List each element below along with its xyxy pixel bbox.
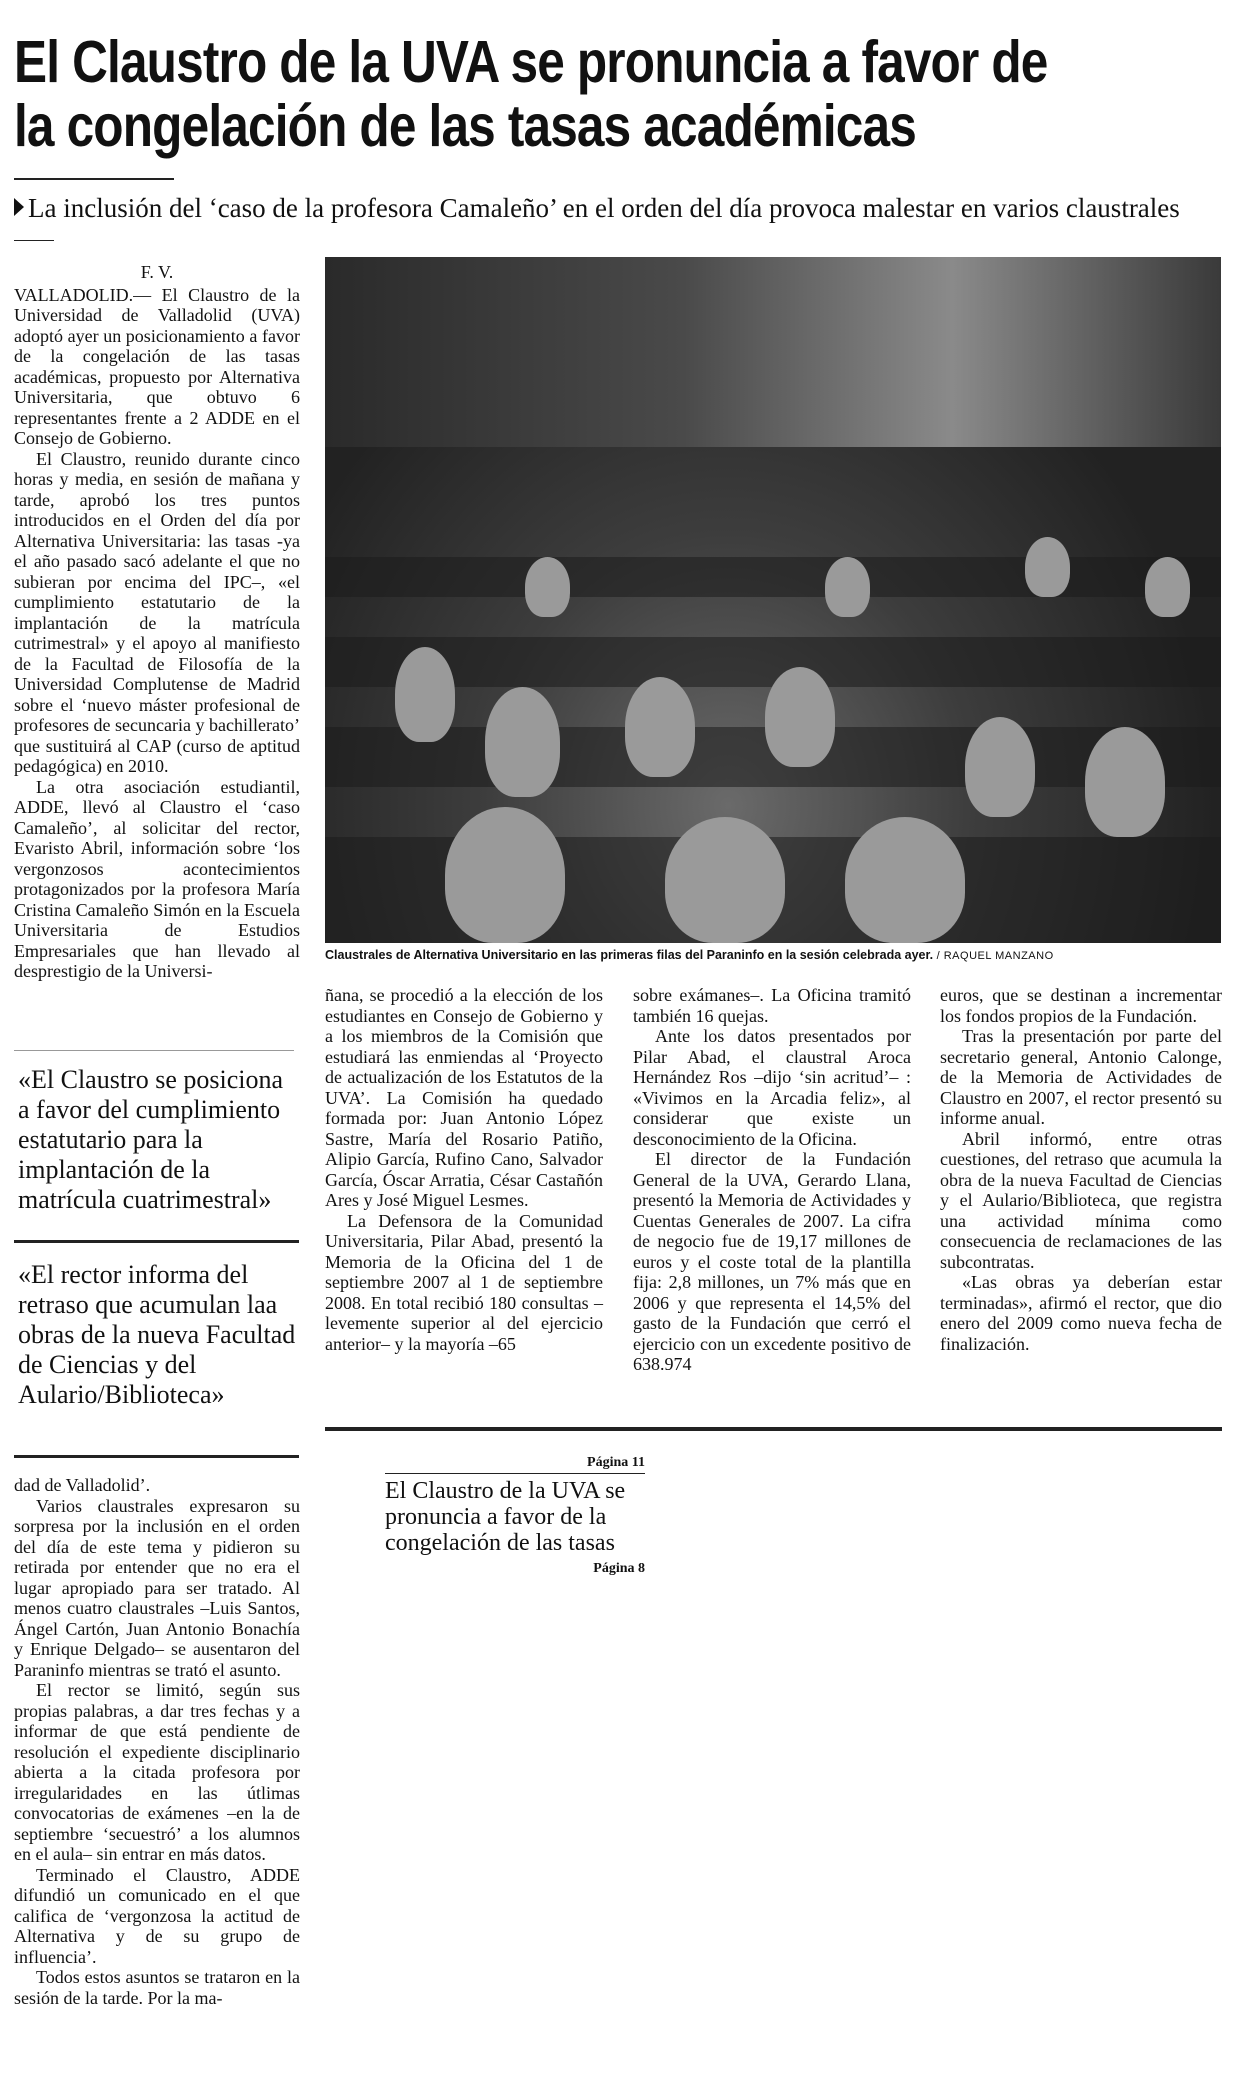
photo-caption-text: Claustrales de Alternativa Universitario en las primeras filas del Paraninfo en la sesión celebrada ayer. xyxy=(325,948,934,962)
paragraph: El director de la Fundación General de la UVA, Gerardo Llana, presentó la Memoria de Actividades y Cuentas Generales de 2007. La cifra de negocio fue de 19,17 millones de euros y el coste total de la plantilla fija: 2,8 millones, un 7% más que en 2006 y que representa el 14,5% del gasto de la Fundación que cerró el ejercicio con un excedente positivo de 638.974 xyxy=(633,1149,911,1374)
byline-rule xyxy=(14,240,54,241)
paragraph: ñana, se procedió a la elección de los estudiantes en Consejo de Gobierno y a los miembros de la Comisión que estudiará las enmiendas al ‘Proyecto de actualización de los Estatutos de la UVA’. La Comisión ha quedado formada por: Juan Antonio López Sastre, María del Rosario Patiño, Alipio García, Rufino Cano, Salvador García, Óscar Arratia, César Castañón Ares y José Miguel Lesmes. xyxy=(325,985,603,1210)
paragraph: Abril informó, entre otras cuestiones, del retraso que acumula la obra de la nueva Facultad de Ciencias y el Aulario/Biblioteca, que registra una actividad mínima como consecuencia de reclamaciones de las subcontratas. xyxy=(940,1128,1222,1272)
paragraph: La Defensora de la Comunidad Universitaria, Pilar Abad, presentó la Memoria de la Oficina del 1 de septiembre 2007 al 1 de septiembre 2008. En total recibió 180 consultas –levemente superior al del ejercicio anterior– y la mayoría –65 xyxy=(325,1210,603,1354)
column-1-continued xyxy=(14,1475,300,2008)
photo-person xyxy=(765,667,835,767)
headline-rule xyxy=(14,178,174,180)
pull-quote-rule xyxy=(14,1050,294,1051)
headline xyxy=(14,29,1048,159)
assembly-photo xyxy=(325,257,1221,943)
photo-credit: / RAQUEL MANZANO xyxy=(936,950,1054,962)
pull-quote-separator xyxy=(14,1240,299,1243)
page-reference-box xyxy=(385,1455,645,1578)
article-bottom-rule xyxy=(325,1427,1222,1431)
paragraph: Tras la presentación por parte del secretario general, Antonio Calonge, de la Memoria de Actividades de Claustro en 2007, el rector presentó su informe anual. xyxy=(940,1026,1222,1128)
column-1-bottom-rule xyxy=(14,1455,299,1458)
paragraph: dad de Valladolid’. xyxy=(14,1475,151,1495)
photo-back-wall xyxy=(325,257,1221,447)
reference-page-top: Página 11 xyxy=(587,1455,645,1470)
paragraph: La otra asociación estudiantil, ADDE, llevó al Claustro el ‘caso Camaleño’, al solicitar del rector, Evaristo Abril, información sobre ‘los vergonzosos acontecimientos protagonizados por la profesora María Cristina Camaleño Simón en la Escuela Universitaria de Estudios Empresariales que han llevado al desprestigio de la Universi- xyxy=(14,776,300,981)
paragraph: Todos estos asuntos se trataron en la sesión de la tarde. Por la ma- xyxy=(14,1967,300,2008)
column-2 xyxy=(325,985,603,1354)
photo-person xyxy=(1145,557,1190,617)
photo-person xyxy=(965,717,1035,817)
column-1 xyxy=(14,262,300,982)
photo-person xyxy=(625,677,695,777)
photo-seat-row xyxy=(325,557,1221,597)
reference-title: El Claustro de la UVA se pronuncia a favor de la congelación de las tasas xyxy=(385,1478,626,1556)
photo-person xyxy=(845,817,965,943)
reference-page-bottom: Página 8 xyxy=(593,1561,645,1576)
photo-person xyxy=(445,807,565,943)
headline-line-2: la congelación de las tasas académicas xyxy=(14,93,916,159)
triangle-bullet-icon xyxy=(14,198,24,216)
photo-person xyxy=(1025,537,1070,597)
paragraph: «Las obras ya deberían estar terminadas», afirmó el rector, que dio enero del 2009 como nueva fecha de finalización. xyxy=(940,1272,1222,1354)
headline-line-1: El Claustro de la UVA se pronuncia a favor de xyxy=(14,29,1048,95)
paragraph: Ante los datos presentados por Pilar Abad, el claustral Aroca Hernández Ros –dijo ‘sin acritud’– : «Vivimos en la Arcadia feliz», al considerar que existe un desconocimiento de la Oficina. xyxy=(633,1026,911,1149)
subheadline-text: La inclusión del ‘caso de la profesora Camaleño’ en el orden del día provoca malestar en varios claustrales xyxy=(28,193,1180,223)
pull-quote-1: «El Claustro se posiciona a favor del cumplimiento estatutario para la implantación de la matrícula cuatrimestral» xyxy=(18,1065,284,1214)
photo-person xyxy=(525,557,570,617)
reference-rule xyxy=(385,1473,645,1474)
photo-seat-row xyxy=(325,637,1221,687)
photo-caption xyxy=(325,948,1225,962)
byline: F. V. xyxy=(140,262,174,282)
paragraph: sobre exámanes–. La Oficina tramitó también 16 quejas. xyxy=(633,985,911,1026)
photo-person xyxy=(395,647,455,742)
paragraph: Varios claustrales expresaron su sorpresa por la inclusión en el orden del día de este tema y pidieron su retirada por entender que no era el lugar apropiado para ser tratado. Al menos cuatro claustrales –Luis Santos, Ángel Cartón, Juan Antonio Bonachía y Enrique Delgado– se ausentaron del Paraninfo mientras se trató el asunto. xyxy=(14,1495,300,1680)
subheadline xyxy=(14,192,1180,224)
photo-person xyxy=(825,557,870,617)
paragraph: El Claustro, reunido durante cinco horas y media, en sesión de mañana y tarde, aprobó los tres puntos introducidos en el Orden del día por Alternativa Universitaria: las tasas -ya el año pasado sacó adelante el que no subieran por encima del IPC–, «el cumplimiento estatutario de la implantación de la matrícula cutrimestral» y el apoyo al manifiesto de la Facultad de Filosofía de la Universidad Complutense de Madrid sobre el ‘nuevo máster profesional de profesores de secuncaria y bachillerato’ que sustituirá al CAP (curso de aptitud pedagógica) en 2010. xyxy=(14,448,300,776)
photo-person xyxy=(485,687,560,797)
paragraph: VALLADOLID.— El Claustro de la Universidad de Valladolid (UVA) adoptó ayer un posicionamiento a favor de la congelación de las tasas académicas, propuesto por Alternativa Universitaria, que obtuvo 6 representantes frente a 2 ADDE en el Consejo de Gobierno. xyxy=(14,284,300,448)
paragraph: Terminado el Claustro, ADDE difundió un comunicado en el que califica de ‘vergonzosa la actitud de Alternativa y de su grupo de influencia’. xyxy=(14,1864,300,1967)
photo-person xyxy=(665,817,785,943)
photo-person xyxy=(1085,727,1165,837)
paragraph: euros, que se destinan a incrementar los fondos propios de la Fundación. xyxy=(940,985,1222,1026)
paragraph: El rector se limitó, según sus propias palabras, a dar tres fechas y a informar de que está pendiente de resolución el expediente disciplinario abierta a la citada profesora por irregularidades en las útlimas convocatorias de exámenes –en la de septiembre ‘secuestró’ a los alumnos en el aula– sin entrar en más datos. xyxy=(14,1680,300,1864)
column-3 xyxy=(633,985,911,1375)
column-4 xyxy=(940,985,1222,1354)
pull-quote-2: «El rector informa del retraso que acumulan laa obras de la nueva Facultad de Ciencias y del Aulario/Biblioteca» xyxy=(18,1260,296,1409)
